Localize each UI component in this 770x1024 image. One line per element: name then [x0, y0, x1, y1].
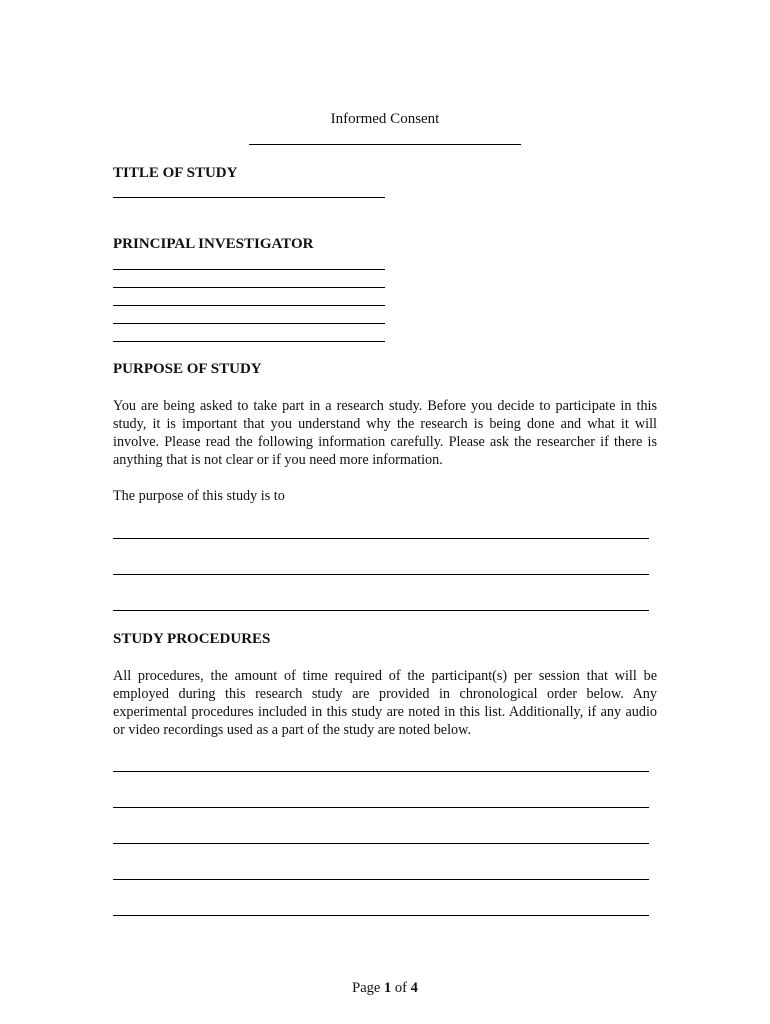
page-of: of [394, 980, 407, 996]
title-of-study-heading: TITLE OF STUDY [113, 165, 238, 181]
purpose-paragraph: You are being asked to take part in a research study. Before you decide to participate in this study, it is important that you understand why the research is being done and what it will involve. Please read the following information carefully. Please ask the researcher if there is anything that is not clear or if you need more information. [113, 398, 657, 468]
principal-investigator-field[interactable] [113, 341, 385, 342]
principal-investigator-field[interactable] [113, 305, 385, 306]
purpose-answer-line[interactable] [113, 610, 649, 611]
procedures-answer-line[interactable] [113, 807, 649, 808]
principal-investigator-field[interactable] [113, 323, 385, 324]
purpose-prompt: The purpose of this study is to [113, 488, 285, 504]
procedures-answer-line[interactable] [113, 843, 649, 844]
procedures-paragraph: All procedures, the amount of time required of the participant(s) per session that will be employed during this research study are provided in chronological order below. Any experimental procedures included in this study are noted in this list. Additionally, if any audio or video recordings used as a part of the study are noted below. [113, 668, 657, 738]
page-total: 4 [410, 980, 418, 996]
page-prefix: Page [352, 980, 381, 996]
title-of-study-field[interactable] [113, 197, 385, 198]
procedures-answer-line[interactable] [113, 771, 649, 772]
purpose-answer-line[interactable] [113, 538, 649, 539]
purpose-heading: PURPOSE OF STUDY [113, 361, 262, 377]
document-title: Informed Consent [330, 111, 440, 127]
page-number [0, 980, 770, 997]
principal-investigator-heading: PRINCIPAL INVESTIGATOR [113, 236, 314, 252]
procedures-answer-line[interactable] [113, 915, 649, 916]
principal-investigator-field[interactable] [113, 269, 385, 270]
principal-investigator-field[interactable] [113, 287, 385, 288]
procedures-heading: STUDY PROCEDURES [113, 631, 271, 647]
procedures-answer-line[interactable] [113, 879, 649, 880]
page-current: 1 [383, 980, 392, 996]
title-underline [249, 144, 521, 145]
purpose-answer-line[interactable] [113, 574, 649, 575]
